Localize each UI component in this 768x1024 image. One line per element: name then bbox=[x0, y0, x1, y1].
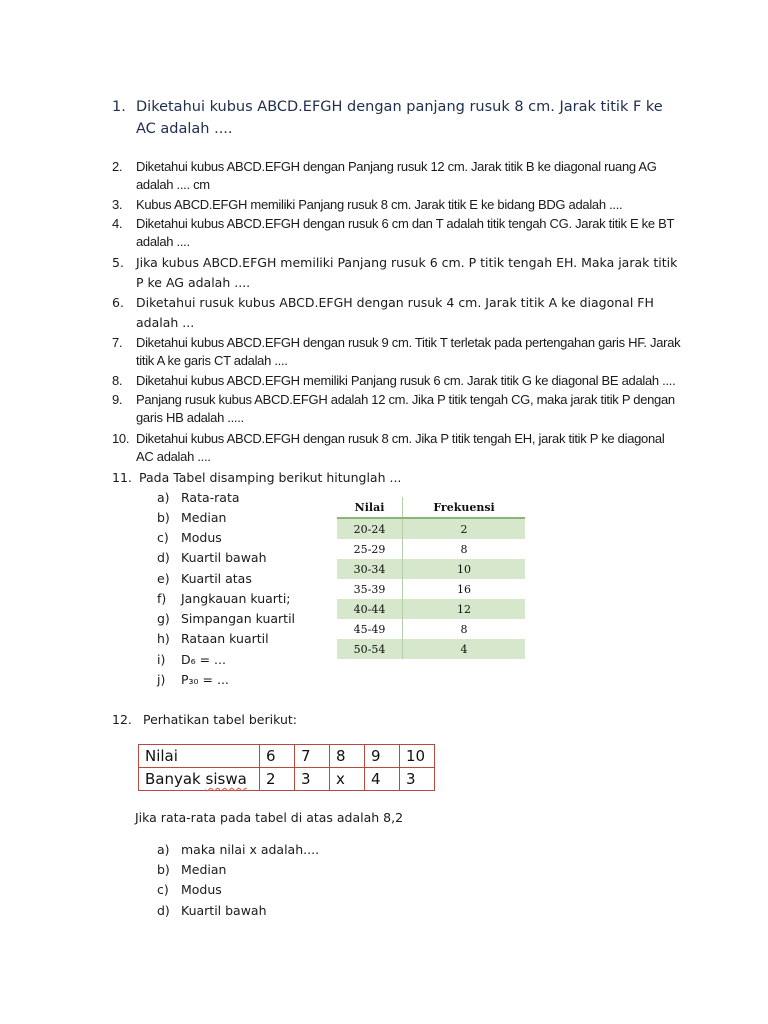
question-number: 6. bbox=[112, 295, 124, 310]
column-header: Frekuensi bbox=[403, 497, 525, 518]
question-9 bbox=[112, 391, 682, 427]
score-table bbox=[138, 744, 435, 791]
table-row: 45-49 8 bbox=[337, 619, 525, 639]
question-text: Diketahui kubus ABCD.EFGH memiliki Panjang rusuk 6 cm. Jarak titik G ke diagonal BE adalah .... bbox=[136, 373, 676, 388]
question-number: 4. bbox=[112, 216, 123, 231]
question-text: Diketahui kubus ABCD.EFGH dengan rusuk 8 cm. Jika P titik tengah EH, jarak titik P ke diagonal AC adalah .... bbox=[136, 431, 665, 464]
table-row: 50-54 4 bbox=[337, 639, 525, 659]
spellcheck-word: siswa bbox=[205, 770, 247, 788]
question-number: 11. bbox=[112, 470, 132, 485]
question-number: 1. bbox=[112, 99, 126, 115]
question-text: Diketahui kubus ABCD.EFGH dengan panjang rusuk 8 cm. Jarak titik F ke AC adalah .... bbox=[136, 99, 663, 137]
question-1 bbox=[112, 96, 682, 142]
question-number: 10. bbox=[112, 431, 130, 446]
column-header: Nilai bbox=[337, 497, 403, 518]
question-3 bbox=[112, 196, 682, 214]
table-row: Banyak siswa 2 3 x 4 3 bbox=[139, 768, 435, 791]
question-number: 8. bbox=[112, 373, 123, 388]
question-8 bbox=[112, 372, 682, 390]
table-row: 20-24 2 bbox=[337, 518, 525, 539]
table-row: 25-29 8 bbox=[337, 539, 525, 559]
question-text: Diketahui kubus ABCD.EFGH dengan Panjang rusuk 12 cm. Jarak titik B ke diagonal ruang AG adalah .... cm bbox=[136, 159, 657, 192]
question-number: 3. bbox=[112, 197, 123, 212]
question-number: 5. bbox=[112, 255, 124, 270]
table-row: 40-44 12 bbox=[337, 599, 525, 619]
question-7 bbox=[112, 334, 682, 370]
frequency-table bbox=[337, 497, 525, 659]
question-text: Diketahui rusuk kubus ABCD.EFGH dengan rusuk 4 cm. Jarak titik A ke diagonal FH adalah ... bbox=[136, 295, 654, 330]
question-number: 12. bbox=[112, 712, 132, 727]
question-number: 7. bbox=[112, 335, 123, 350]
question-5 bbox=[112, 253, 682, 293]
question-number: 9. bbox=[112, 392, 123, 407]
question-number: 2. bbox=[112, 159, 123, 174]
question-2 bbox=[112, 158, 682, 194]
question-6 bbox=[112, 293, 682, 333]
question-text: Jika kubus ABCD.EFGH memiliki Panjang rusuk 6 cm. P titik tengah EH. Maka jarak titik P ke AG adalah .... bbox=[136, 255, 678, 290]
question-text: Panjang rusuk kubus ABCD.EFGH adalah 12 cm. Jika P titik tengah CG, maka jarak titik P dengan garis HB adalah ..... bbox=[136, 392, 675, 425]
table-row: Nilai 6 7 8 9 10 bbox=[139, 745, 435, 768]
question-text: Perhatikan tabel berikut: bbox=[143, 712, 297, 727]
question-text: Diketahui kubus ABCD.EFGH dengan rusuk 6 cm dan T adalah titik tengah CG. Jarak titik E ke BT adalah .... bbox=[136, 216, 674, 249]
question-11 bbox=[112, 468, 682, 488]
question-10 bbox=[112, 430, 682, 466]
table-header-row bbox=[337, 497, 525, 518]
question-text: Diketahui kubus ABCD.EFGH dengan rusuk 9 cm. Titik T terletak pada pertengahan garis HF. Jarak titik A ke garis CT adalah .... bbox=[136, 335, 681, 368]
question-text: Pada Tabel disamping berikut hitunglah ... bbox=[139, 470, 402, 485]
table-row: 35-39 16 bbox=[337, 579, 525, 599]
question-12 bbox=[112, 710, 682, 730]
question-4 bbox=[112, 215, 682, 251]
table-row: 30-34 10 bbox=[337, 559, 525, 579]
question-text: Kubus ABCD.EFGH memiliki Panjang rusuk 8 cm. Jarak titik E ke bidang BDG adalah .... bbox=[136, 197, 623, 212]
